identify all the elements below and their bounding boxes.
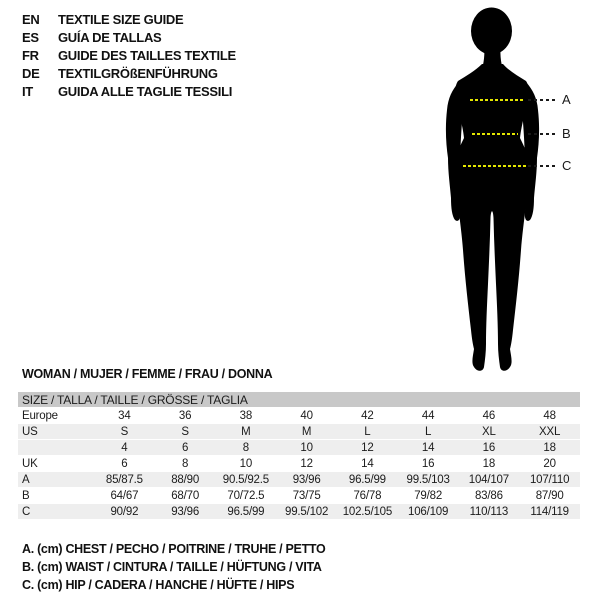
table-cell: M: [276, 424, 337, 440]
table-row: [18, 504, 580, 520]
table-cell: XXL: [519, 424, 580, 440]
chest-dash-line: [470, 99, 523, 101]
table-cell: L: [337, 424, 398, 440]
table-cell: 12: [276, 456, 337, 472]
language-title: GUIDE DES TAILLES TEXTILE: [58, 48, 236, 63]
row-label: C: [18, 504, 94, 520]
measurement-line-waist: [400, 126, 600, 141]
table-cell: M: [216, 424, 277, 440]
language-row: [22, 11, 236, 29]
table-cell: 96.5/99: [216, 504, 277, 520]
table-cell: 73/75: [276, 488, 337, 504]
waist-dash-line: [472, 133, 518, 135]
table-cell: 6: [94, 456, 155, 472]
measurement-line-hip: [400, 158, 600, 173]
table-cell: 87/90: [519, 488, 580, 504]
table-cell: 12: [337, 440, 398, 456]
language-title: GUÍA DE TALLAS: [58, 30, 162, 45]
table-cell: 10: [216, 456, 277, 472]
table-cell: 79/82: [398, 488, 459, 504]
legend-line: C. (cm) HIP / CADERA / HANCHE / HÜFTE / HIPS: [22, 578, 295, 592]
table-cell: 18: [519, 440, 580, 456]
table-cell: 36: [155, 408, 216, 424]
legend-line: B. (cm) WAIST / CINTURA / TAILLE / HÜFTUNG / VITA: [22, 560, 322, 574]
table-cell: 85/87.5: [94, 472, 155, 488]
table-cell: 93/96: [155, 504, 216, 520]
table-cell: 83/86: [459, 488, 520, 504]
language-title: GUIDA ALLE TAGLIE TESSILI: [58, 84, 233, 99]
table-cell: 44: [398, 408, 459, 424]
table-row: [18, 440, 580, 456]
table-cell: S: [94, 424, 155, 440]
table-cell: 34: [94, 408, 155, 424]
table-cell: 8: [216, 440, 277, 456]
language-code: IT: [22, 84, 33, 99]
row-label: [18, 440, 94, 456]
table-cell: 42: [337, 408, 398, 424]
row-label: UK: [18, 456, 94, 472]
table-cell: 90.5/92.5: [216, 472, 277, 488]
table-cell: 16: [459, 440, 520, 456]
table-cell: 8: [155, 456, 216, 472]
silhouette-torso-legs: [454, 64, 530, 371]
row-label: A: [18, 472, 94, 488]
language-title: TEXTILE SIZE GUIDE: [58, 12, 184, 27]
table-cell: 90/92: [94, 504, 155, 520]
table-cell: 110/113: [459, 504, 520, 520]
chest-leader-line: [528, 99, 555, 101]
language-title: TEXTILGRÖßENFÜHRUNG: [58, 66, 218, 81]
language-code: ES: [22, 30, 39, 45]
table-cell: 14: [337, 456, 398, 472]
hip-line-label: C: [562, 158, 572, 173]
row-label: B: [18, 488, 94, 504]
language-code: EN: [22, 12, 40, 27]
language-title-block: [22, 11, 236, 101]
table-cell: 104/107: [459, 472, 520, 488]
table-cell: 38: [216, 408, 277, 424]
measurement-legend: [22, 540, 325, 594]
language-row: [22, 47, 236, 65]
table-cell: S: [155, 424, 216, 440]
table-cell: 114/119: [519, 504, 580, 520]
chest-line-label: A: [562, 92, 571, 107]
table-cell: 70/72.5: [216, 488, 277, 504]
size-table-header: SIZE / TALLA / TAILLE / GRÖSSE / TAGLIA: [18, 392, 580, 408]
language-row: [22, 29, 236, 47]
table-cell: L: [398, 424, 459, 440]
waist-leader-line: [528, 133, 555, 135]
language-code: FR: [22, 48, 39, 63]
legend-line: A. (cm) CHEST / PECHO / POITRINE / TRUHE / PETTO: [22, 542, 326, 556]
size-table: [18, 392, 580, 520]
table-cell: 4: [94, 440, 155, 456]
table-cell: 68/70: [155, 488, 216, 504]
table-cell: 6: [155, 440, 216, 456]
table-cell: 102.5/105: [337, 504, 398, 520]
table-cell: 48: [519, 408, 580, 424]
table-cell: XL: [459, 424, 520, 440]
table-cell: 96.5/99: [337, 472, 398, 488]
gender-heading: WOMAN / MUJER / FEMME / FRAU / DONNA: [22, 367, 273, 381]
row-label: US: [18, 424, 94, 440]
table-cell: 99.5/102: [276, 504, 337, 520]
language-code: DE: [22, 66, 40, 81]
table-cell: 18: [459, 456, 520, 472]
table-cell: 88/90: [155, 472, 216, 488]
measurement-line-chest: [400, 92, 600, 107]
table-row: [18, 408, 580, 424]
table-cell: 16: [398, 456, 459, 472]
language-row: [22, 65, 236, 83]
table-cell: 107/110: [519, 472, 580, 488]
row-label: Europe: [18, 408, 94, 424]
size-table-header-row: [18, 392, 580, 408]
table-cell: 46: [459, 408, 520, 424]
table-cell: 93/96: [276, 472, 337, 488]
hip-leader-line: [528, 165, 555, 167]
table-cell: 40: [276, 408, 337, 424]
table-row: [18, 424, 580, 440]
table-row: [18, 488, 580, 504]
hip-dash-line: [463, 165, 527, 167]
table-cell: 14: [398, 440, 459, 456]
table-cell: 64/67: [94, 488, 155, 504]
table-cell: 10: [276, 440, 337, 456]
language-row: [22, 83, 236, 101]
table-cell: 76/78: [337, 488, 398, 504]
table-cell: 99.5/103: [398, 472, 459, 488]
table-cell: 106/109: [398, 504, 459, 520]
body-measurement-figure: [400, 0, 600, 380]
table-cell: 20: [519, 456, 580, 472]
woman-silhouette: [400, 0, 600, 380]
table-row: [18, 472, 580, 488]
waist-line-label: B: [562, 126, 571, 141]
table-row: [18, 456, 580, 472]
